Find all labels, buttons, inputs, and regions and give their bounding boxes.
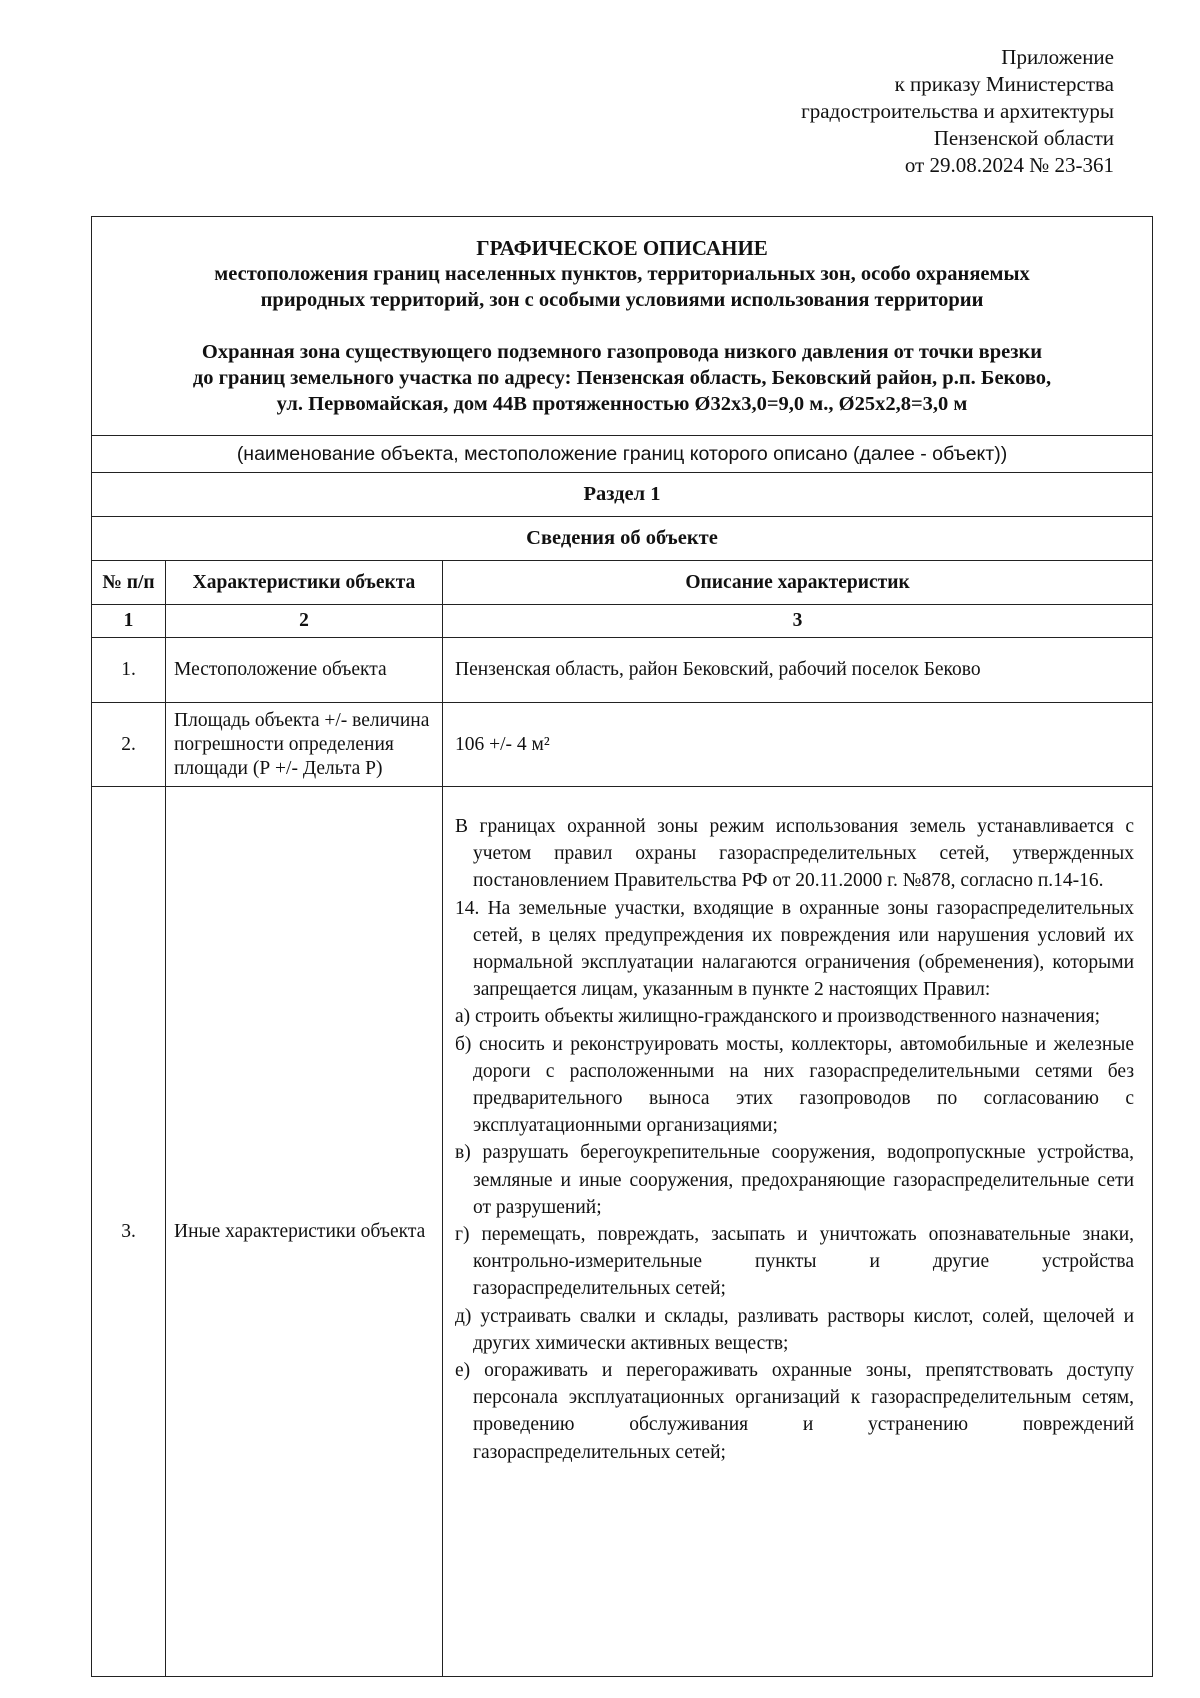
row-description	[443, 787, 1153, 1677]
description-paragraph: г) перемещать, повреждать, засыпать и уничтожать опознавательные знаки, контрольно-измерительные пункты и другие устройства газораспределительных сетей;	[455, 1224, 1135, 1300]
column-number-row	[92, 605, 1153, 638]
object-name-note: (наименование объекта, местоположение границ которого описано (далее - объект))	[92, 436, 1153, 473]
document-header	[92, 217, 1153, 436]
row-number: 2.	[92, 703, 166, 787]
column-header: Характеристики объекта	[166, 561, 443, 605]
description-paragraph: В границах охранной зоны режим использования земель устанавливается с учетом правил охраны газораспределительных сетей, утвержденных постановлением Правительства РФ от 20.11.2000 г. №878, согласно п.14-16.	[455, 816, 1135, 892]
object-title-line: до границ земельного участка по адресу: Пензенская область, Бековский район, р.п. Беково,	[192, 367, 1052, 389]
document-subtitle-line: местоположения границ населенных пунктов, территориальных зон, особо охраняемых	[214, 263, 1030, 285]
table-row	[92, 787, 1153, 1677]
column-header: Описание характеристик	[443, 561, 1153, 605]
row-number: 3.	[92, 787, 166, 1677]
row-description: 106 +/- 4 м²	[443, 703, 1153, 787]
column-header: № п/п	[92, 561, 166, 605]
description-paragraph: д) устраивать свалки и склады, разливать растворы кислот, солей, щелочей и других химически активных веществ;	[455, 1305, 1135, 1354]
row-description: Пензенская область, район Бековский, рабочий поселок Беково	[443, 638, 1153, 703]
appendix-line: градостроительства и архитектуры	[801, 99, 1114, 123]
column-number: 3	[443, 605, 1153, 638]
description-paragraph: е) огораживать и перегораживать охранные зоны, препятствовать доступу персонала эксплуатационных организаций к газораспределительным сетям, проведению обслуживания и устранению повреждений газораспределительных сетей;	[455, 1360, 1135, 1463]
graphic-description-table	[91, 216, 1153, 1677]
object-title-line: ул. Первомайская, дом 44В протяженностью Ø32х3,0=9,0 м., Ø25х2,8=3,0 м	[276, 393, 968, 415]
section-title: Раздел 1	[92, 473, 1153, 517]
section-subtitle: Сведения об объекте	[92, 517, 1153, 561]
row-number: 1.	[92, 638, 166, 703]
appendix-block	[801, 44, 1114, 179]
row-characteristic: Иные характеристики объекта	[166, 787, 443, 1677]
column-number: 1	[92, 605, 166, 638]
column-number: 2	[166, 605, 443, 638]
document-title: ГРАФИЧЕСКОЕ ОПИСАНИЕ	[476, 236, 768, 260]
description-paragraph: б) сносить и реконструировать мосты, коллекторы, автомобильные и железные дороги с расположенными на них газораспределительными сетями без предварительного выноса этих газопроводов по согласованию с эксплуатационными организациями;	[455, 1033, 1135, 1137]
appendix-line: от 29.08.2024 № 23-361	[904, 153, 1114, 177]
row-characteristic: Площадь объекта +/- величина погрешности определения площади (Р +/- Дельта Р)	[166, 703, 443, 787]
table-row	[92, 703, 1153, 787]
object-title-line: Охранная зона существующего подземного газопровода низкого давления от точки врезки	[201, 341, 1043, 363]
column-header-row	[92, 561, 1153, 605]
document-subtitle-line: природных территорий, зон с особыми условиями использования территории	[260, 289, 984, 311]
description-paragraph: а) строить объекты жилищно-гражданского и производственного назначения;	[455, 1006, 1101, 1028]
table-row	[92, 638, 1153, 703]
appendix-line: Приложение	[1001, 45, 1114, 69]
appendix-line: к приказу Министерства	[894, 72, 1114, 96]
appendix-line: Пензенской области	[933, 126, 1114, 150]
description-paragraph: 14. На земельные участки, входящие в охранные зоны газораспределительных сетей, в целях предупреждения их повреждения или нарушения условий их нормальной эксплуатации налагаются ограничения (обременения), которыми запрещается лицам, указанным в пункте 2 настоящих Правил:	[455, 897, 1135, 1001]
row-characteristic: Местоположение объекта	[166, 638, 443, 703]
description-paragraph: в) разрушать берегоукрепительные сооружения, водопропускные устройства, земляные и иные сооружения, предохраняющие газораспределительные сети от разрушений;	[455, 1142, 1135, 1218]
